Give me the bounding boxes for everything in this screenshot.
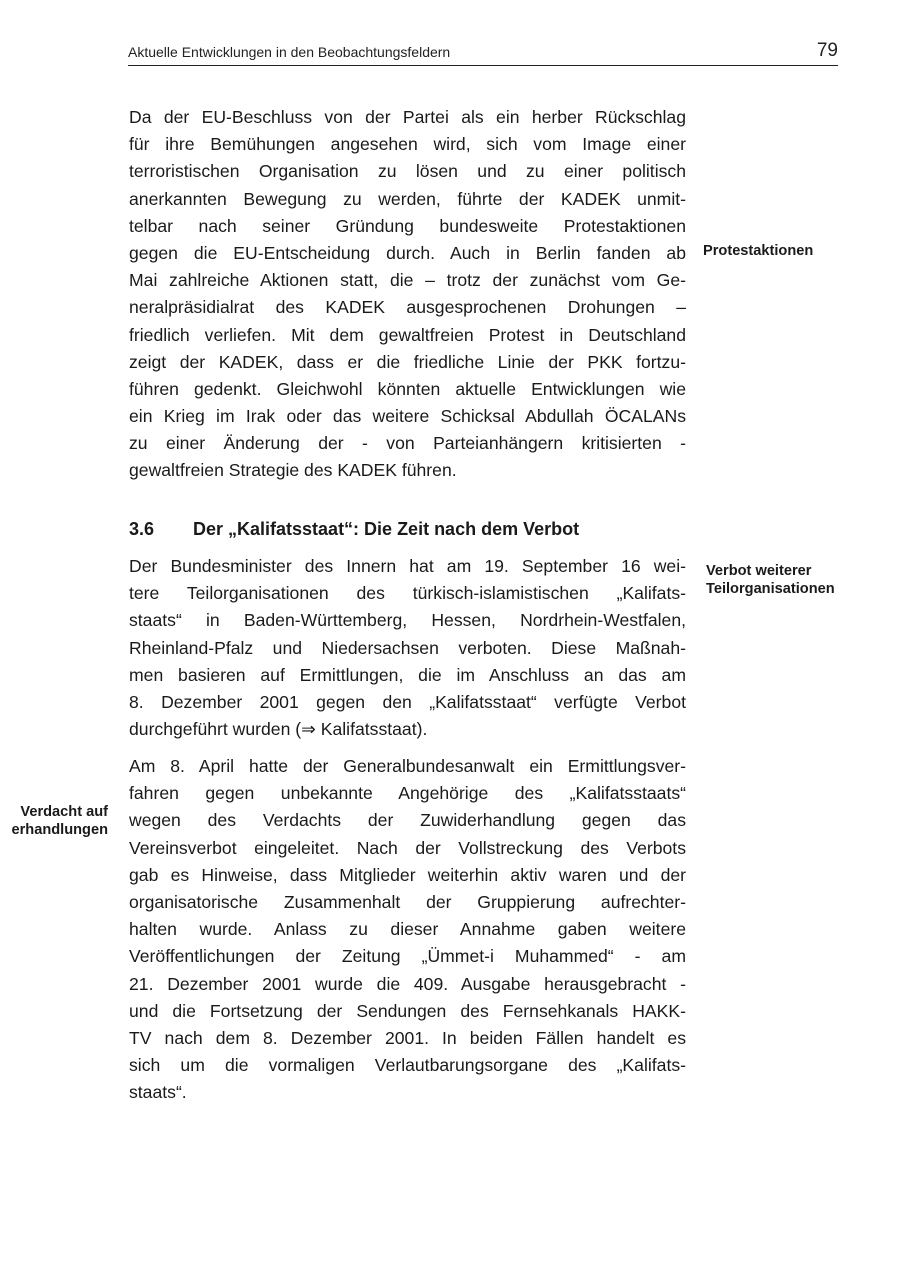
- text-line: wegen des Verdachts der Zuwiderhandlung gegen das: [129, 810, 686, 831]
- text-line: telbar nach seiner Gründung bundesweite Protestaktionen: [129, 215, 686, 236]
- margin-note-verdacht: [12, 803, 108, 839]
- text-line: sich um die vormaligen Verlautbarungsorgane des „Kalifats-: [129, 1055, 686, 1076]
- text-line: Mai zahlreiche Aktionen statt, die – trotz der zunächst vom Ge-: [129, 270, 686, 291]
- text-line: gegen die EU-Entscheidung durch. Auch in Berlin fanden ab: [129, 242, 686, 263]
- paragraph-3: [129, 753, 686, 1106]
- text-line: durchgeführt wurden (⇒ Kalifatsstaat).: [129, 719, 428, 740]
- text-line: führen gedenkt. Gleichwohl könnten aktuelle Entwicklungen wie: [129, 378, 686, 399]
- margin-note-verbot: [706, 562, 835, 598]
- text-line: zu einer Änderung der - von Parteianhängern kritisierten -: [129, 433, 686, 454]
- text-line: Da der EU-Beschluss von der Partei als ein herber Rückschlag: [129, 107, 686, 127]
- section-title: Der „Kalifatsstaat“: Die Zeit nach dem Verbot: [193, 519, 580, 539]
- text-line: und die Fortsetzung der Sendungen des Fernsehkanals HAKK-: [129, 1000, 686, 1021]
- paragraph-1: [129, 104, 686, 485]
- text-line: staats“ in Baden-Württemberg, Hessen, Nordrhein-Westfalen,: [129, 610, 686, 631]
- margin-note-text: Verbot weiterer: [706, 563, 812, 579]
- margin-note-text: Verdacht auf: [20, 804, 108, 820]
- text-line: terroristischen Organisation zu lösen und zu einer politisch: [129, 161, 686, 182]
- text-line: neralpräsidialrat des KADEK ausgesprochenen Drohungen –: [129, 297, 686, 318]
- text-line: für ihre Bemühungen angesehen wird, sich vom Image einer: [129, 134, 686, 155]
- text-line: zeigt der KADEK, dass er die friedliche Linie der PKK fortzu-: [129, 351, 686, 372]
- text-line: Veröffentlichungen der Zeitung „Ümmet-i Muhammed“ - am: [129, 946, 686, 967]
- text-line: gab es Hinweise, dass Mitglieder weiterhin aktiv waren und der: [129, 864, 686, 885]
- text-line: tere Teilorganisationen des türkisch-islamistischen „Kalifats-: [129, 583, 686, 604]
- text-line: friedlich verliefen. Mit dem gewaltfreien Protest in Deutschland: [129, 324, 686, 345]
- margin-note-text: Protestaktionen: [703, 243, 814, 259]
- text-line: Vereinsverbot eingeleitet. Nach der Vollstreckung des Verbots: [129, 837, 686, 858]
- section-number: 3.6: [129, 519, 155, 539]
- running-header: [128, 38, 838, 66]
- text-line: staats“.: [129, 1082, 187, 1103]
- text-line: Rheinland-Pfalz und Niedersachsen verboten. Diese Maßnah-: [129, 637, 686, 658]
- paragraph-2: [129, 553, 686, 743]
- section-heading: [129, 516, 686, 544]
- margin-note-protestaktionen: [703, 242, 813, 260]
- running-header-title: Aktuelle Entwicklungen in den Beobachtungsfeldern: [128, 44, 451, 60]
- page-number: 79: [816, 40, 838, 61]
- text-line: anerkannten Bewegung zu werden, führte der KADEK unmit-: [129, 188, 686, 209]
- text-line: halten wurde. Anlass zu dieser Annahme gaben weitere: [129, 919, 686, 940]
- text-line: 21. Dezember 2001 wurde die 409. Ausgabe herausgebracht -: [129, 973, 686, 994]
- text-line: Der Bundesminister des Innern hat am 19. September 16 wei-: [129, 556, 686, 576]
- margin-note-text: Teilorganisationen: [706, 581, 835, 597]
- text-line: TV nach dem 8. Dezember 2001. In beiden Fällen handelt es: [129, 1027, 686, 1048]
- margin-note-text: erhandlungen: [11, 822, 108, 838]
- text-line: men basieren auf Ermittlungen, die im Anschluss an das am: [129, 664, 686, 685]
- text-line: Am 8. April hatte der Generalbundesanwalt ein Ermittlungsver-: [129, 756, 686, 776]
- text-line: 8. Dezember 2001 gegen den „Kalifatsstaat“ verfügte Verbot: [129, 691, 686, 712]
- text-line: gewaltfreien Strategie des KADEK führen.: [129, 460, 457, 481]
- text-line: organisatorische Zusammenhalt der Gruppierung aufrechter-: [129, 891, 686, 912]
- text-line: fahren gegen unbekannte Angehörige des „Kalifatsstaats“: [129, 783, 686, 804]
- text-line: ein Krieg im Irak oder das weitere Schicksal Abdullah ÖCALANs: [129, 406, 686, 427]
